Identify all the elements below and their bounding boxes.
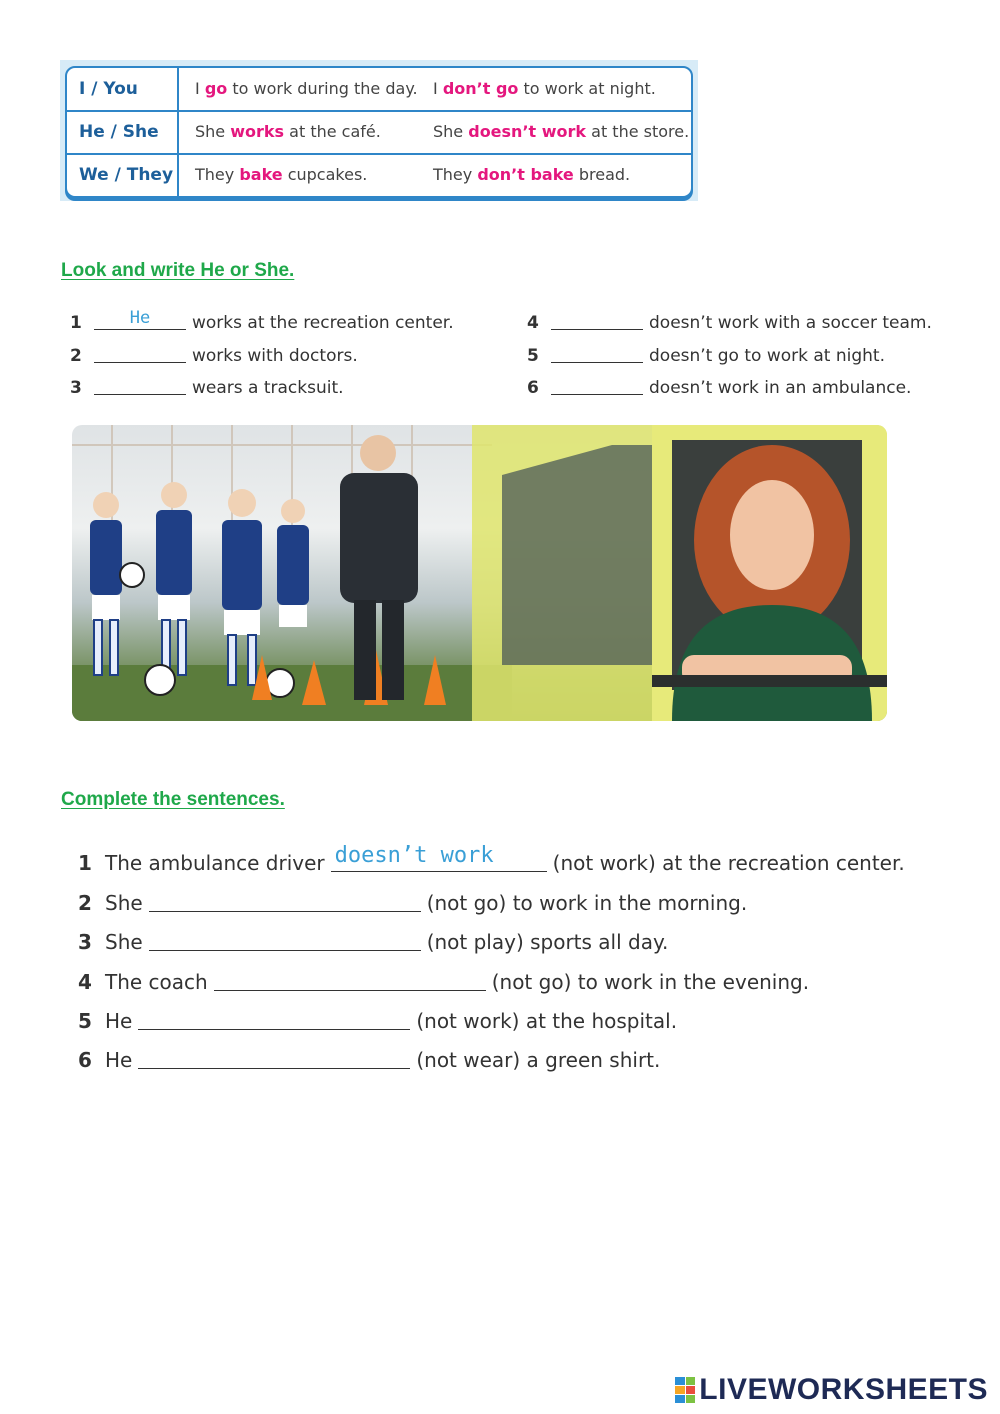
exercise1-heading: Look and write He or She.	[61, 260, 295, 281]
answer-blank[interactable]	[138, 1046, 410, 1069]
answer-text: doesn’t work	[334, 843, 494, 868]
grammar-positive: She works at the café.	[195, 122, 381, 141]
item-number: 6	[527, 378, 539, 398]
item-number: 2	[78, 891, 92, 915]
sentence-end: (not go) to work in the evening.	[491, 970, 810, 994]
item-text: doesn’t work in an ambulance.	[649, 378, 912, 398]
sentence-end: (not play) sports all day.	[426, 930, 669, 954]
grammar-negative: They don’t bake bread.	[433, 165, 631, 184]
sentence-start: He	[105, 1048, 133, 1072]
exercise1-item	[527, 374, 911, 400]
grammar-positive: I go to work during the day.	[195, 79, 418, 98]
grammar-positive: They bake cupcakes.	[195, 165, 368, 184]
sentence-start: She	[105, 930, 143, 954]
answer-blank[interactable]	[94, 309, 186, 330]
exercise1-item	[527, 342, 885, 368]
item-number: 4	[527, 313, 539, 333]
grammar-subject: We / They	[67, 154, 179, 196]
sentence-start: The ambulance driver	[105, 851, 325, 875]
grammar-subject: He / She	[67, 111, 179, 153]
item-number: 1	[78, 851, 92, 875]
item-text: works at the recreation center.	[192, 313, 454, 333]
grammar-row	[67, 154, 691, 196]
sentence-end: (not wear) a green shirt.	[416, 1048, 661, 1072]
grammar-negative: I don’t go to work at night.	[433, 79, 656, 98]
item-text: works with doctors.	[192, 346, 358, 366]
item-number: 5	[527, 346, 539, 366]
sentence-start: The coach	[105, 970, 208, 994]
exercise2-item	[78, 927, 668, 957]
item-text: doesn’t work with a soccer team.	[649, 313, 932, 333]
answer-blank[interactable]	[331, 843, 547, 872]
grammar-subject: I / You	[67, 68, 179, 110]
sentence-start: She	[105, 891, 143, 915]
answer-text: He	[129, 308, 151, 328]
item-number: 1	[70, 313, 82, 333]
item-number: 4	[78, 970, 92, 994]
coach-and-ambulance-driver-photo	[72, 425, 887, 721]
sentence-start: He	[105, 1009, 133, 1033]
photo-illustration	[72, 425, 887, 721]
grammar-row	[67, 68, 691, 112]
liveworksheets-logo	[675, 1373, 988, 1407]
grammar-negative: She doesn’t work at the store.	[433, 122, 690, 141]
exercise2-heading: Complete the sentences.	[61, 789, 285, 810]
answer-blank[interactable]	[214, 968, 486, 991]
exercise1-item	[70, 374, 344, 400]
item-number: 6	[78, 1048, 92, 1072]
answer-blank[interactable]	[94, 374, 186, 395]
item-number: 2	[70, 346, 82, 366]
exercise1-item	[527, 309, 932, 335]
exercise2-item	[78, 843, 905, 878]
logo-text: LIVEWORKSHEETS	[699, 1373, 988, 1406]
grammar-table	[65, 66, 693, 198]
answer-blank[interactable]	[149, 889, 421, 912]
sentence-end: (not work) at the hospital.	[416, 1009, 678, 1033]
sentence-end: (not go) to work in the morning.	[426, 891, 748, 915]
exercise2-item	[78, 967, 809, 997]
answer-blank[interactable]	[149, 928, 421, 951]
answer-blank[interactable]	[551, 309, 643, 330]
grammar-row	[67, 111, 691, 155]
answer-blank[interactable]	[551, 374, 643, 395]
item-text: wears a tracksuit.	[192, 378, 344, 398]
answer-blank[interactable]	[551, 342, 643, 363]
item-text: doesn’t go to work at night.	[649, 346, 885, 366]
item-number: 5	[78, 1009, 92, 1033]
exercise2-item	[78, 1045, 660, 1075]
sentence-end: (not work) at the recreation center.	[552, 851, 905, 875]
exercise2-item	[78, 888, 747, 918]
item-number: 3	[78, 930, 92, 954]
item-number: 3	[70, 378, 82, 398]
exercise1-item	[70, 342, 358, 368]
grammar-table-container	[60, 60, 698, 201]
exercise1-item	[70, 309, 454, 335]
answer-blank[interactable]	[94, 342, 186, 363]
exercise2-item	[78, 1006, 677, 1036]
logo-icon	[675, 1377, 695, 1403]
answer-blank[interactable]	[138, 1007, 410, 1030]
